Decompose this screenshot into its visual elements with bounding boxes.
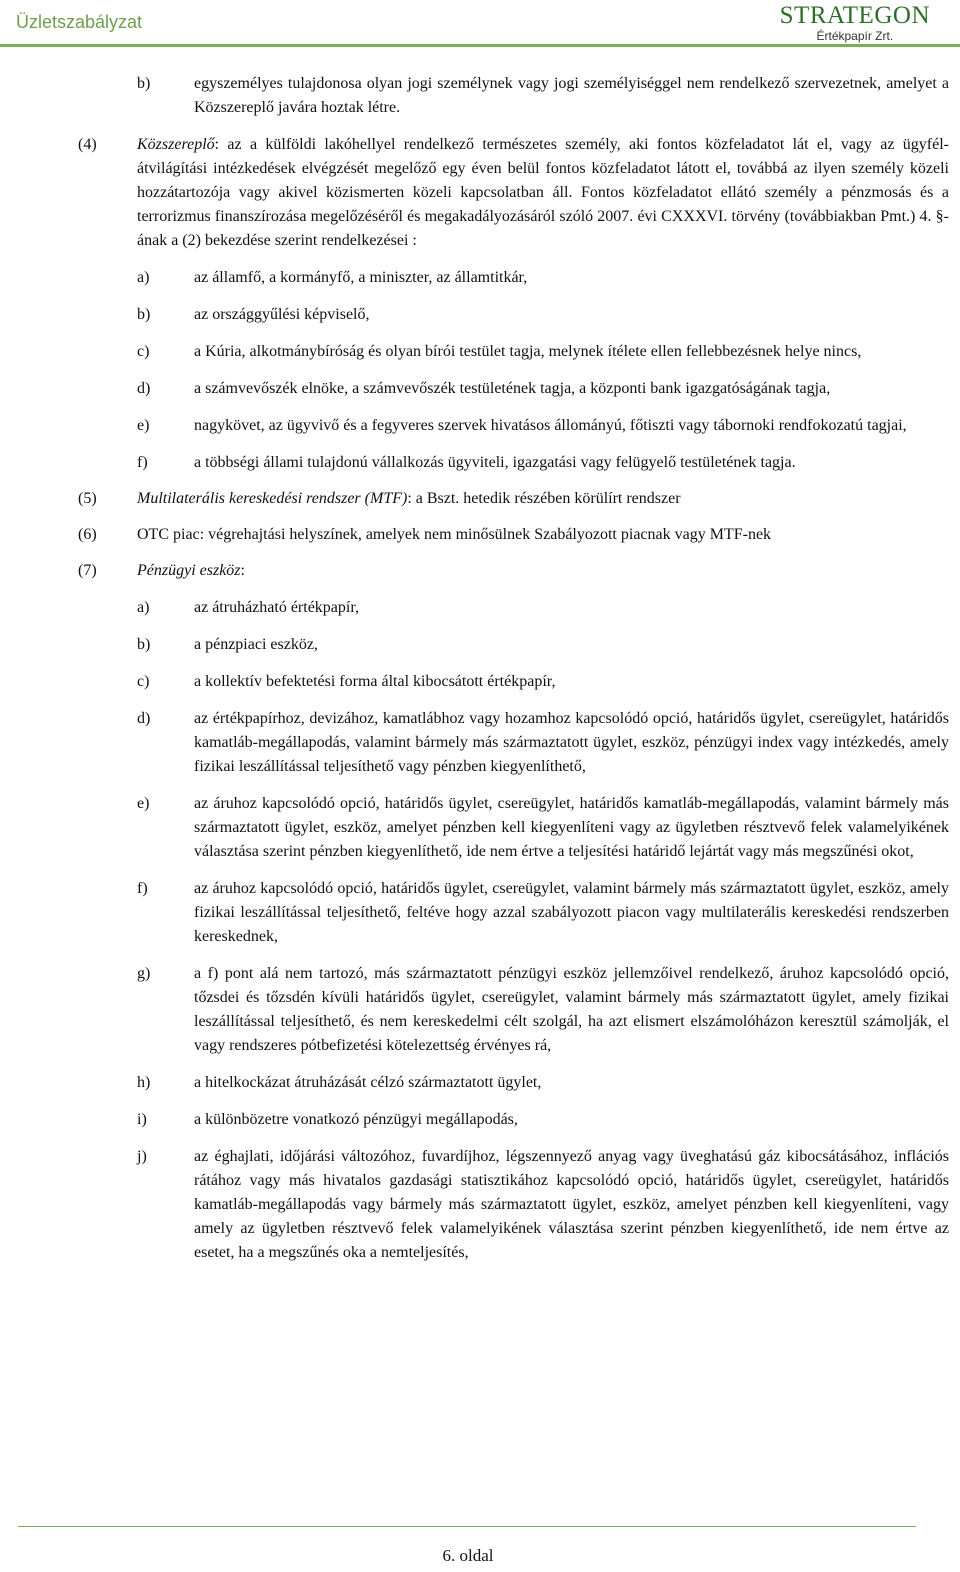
- header-divider: [0, 44, 960, 47]
- list-item: [0, 962, 960, 1058]
- item-letter: f): [137, 454, 148, 471]
- section-number: (6): [78, 526, 97, 543]
- section-text: [137, 133, 949, 253]
- page-number: 6. oldal: [442, 1546, 494, 1565]
- item-letter: a): [137, 599, 150, 616]
- section-5: [0, 487, 960, 511]
- item-text: a számvevőszék elnöke, a számvevőszék testületének tagja, a központi bank igazgatóságának tagja,: [194, 380, 831, 397]
- item-letter: g): [137, 965, 151, 982]
- list-item: [0, 303, 960, 327]
- item-letter: j): [137, 1148, 147, 1165]
- list-item: [0, 1108, 960, 1132]
- item-letter: d): [137, 710, 151, 727]
- list-item: [0, 451, 960, 475]
- item-letter: i): [137, 1111, 147, 1128]
- list-item: [0, 707, 960, 779]
- section-text: [137, 559, 949, 583]
- page-header: [0, 0, 960, 44]
- definition-text: : az a külföldi lakóhellyel rendelkező természetes személy, aki fontos közfeladatot lát el, vagy az ügyfél-átvilágítási intézkedések elvégzését megelőző egy éven belül fontos közfeladatot látott el, továbbá az ilyen személy közeli hozzátartozója vagy akivel közismerten közeli kapcsolatban áll. Fontos közfeladatot ellátó személy a pénzmosás és a terrorizmus finanszírozása megelőzéséről és megakadályozásáról szóló 2007. évi CXXXVI. törvény (továbbiakban Pmt.) 4. §-ának a (2) bekezdése szerint rendelkezései :: [137, 136, 949, 249]
- list-item: [0, 670, 960, 694]
- item-letter: e): [137, 795, 150, 812]
- list-item: [0, 377, 960, 401]
- item-letter: b): [137, 75, 151, 92]
- section-text: [137, 487, 949, 511]
- item-letter: c): [137, 673, 150, 690]
- item-text: a f) pont alá nem tartozó, más származtatott pénzügyi eszköz jellemzőivel rendelkező, áruhoz kapcsolódó opció, tőzsdei és tőzsdén kívüli határidős ügylet, csereügylet, valamint bármely más származtatott ügylet, amely fizikai leszállítással teljesíthető, és nem kereskedelmi célt szolgál, ha azt elismert elszámolóházon keresztül számolják, el vagy rendszeres pótbefizetési kötelezettség érvényes rá,: [194, 965, 949, 1054]
- list-item: [0, 266, 960, 290]
- section-number: (5): [78, 490, 97, 507]
- section-6: [0, 523, 960, 547]
- list-item: [0, 72, 960, 120]
- item-letter: f): [137, 880, 148, 897]
- list-item: [0, 596, 960, 620]
- item-letter: b): [137, 636, 151, 653]
- section-7: [0, 559, 960, 583]
- logo-name: STRATEGON: [779, 2, 930, 29]
- item-text: az értékpapírhoz, devizához, kamatlábhoz vagy hozamhoz kapcsolódó opció, határidős ügylet, csereügylet, határidős kamatláb-megállapodás, valamint bármely más származtatott ügylet, eszköz, pénzügyi index vagy intézkedés, amely fizikai leszállítással teljesíthető vagy pénzben kiegyenlíthető,: [194, 710, 949, 775]
- item-text: a hitelkockázat átruházását célzó származtatott ügylet,: [194, 1074, 542, 1091]
- item-text: a kollektív befektetési forma által kibocsátott értékpapír,: [194, 673, 556, 690]
- list-item: [0, 1071, 960, 1095]
- item-text: a pénzpiaci eszköz,: [194, 636, 318, 653]
- item-text: a Kúria, alkotmánybíróság és olyan bírói testület tagja, melynek ítélete ellen fellebbezésnek helye nincs,: [194, 343, 862, 360]
- footer-divider: [18, 1526, 916, 1527]
- document-body: [0, 60, 960, 1265]
- item-letter: b): [137, 306, 151, 323]
- item-text: az átruházható értékpapír,: [194, 599, 360, 616]
- section-4: [0, 133, 960, 253]
- item-text: az éghajlati, időjárási változóhoz, fuvardíjhoz, légszennyező anyag vagy üveghatású gáz kibocsátásához, inflációs rátához vagy más hivatalos gazdasági statisztikához kapcsolódó opció, határidős ügylet, csereügylet, határidős kamatláb-megállapodás vagy bármely más származtatott ügylet, eszköz, amelyet pénzben kell kiegyenlíteni, vagy amely az ügyletben résztvevő felek valamelyikének választása szerint pénzben kiegyenlíthető, ide nem értve az esetet, ha a megszűnés oka a nemteljesítés,: [194, 1148, 949, 1261]
- item-text: az áruhoz kapcsolódó opció, határidős ügylet, csereügylet, valamint bármely más származtatott ügylet, eszköz, amely fizikai leszállítással teljesíthető, feltéve hogy azzal szabályozott piacon vagy multilaterális kereskedési rendszerben kereskednek,: [194, 880, 949, 945]
- item-letter: d): [137, 380, 151, 397]
- defined-term: OTC piac: [137, 526, 200, 543]
- defined-term: Pénzügyi eszköz: [137, 562, 241, 579]
- list-item: [0, 414, 960, 438]
- item-letter: h): [137, 1074, 151, 1091]
- item-text: egyszemélyes tulajdonosa olyan jogi személynek vagy jogi személyiséggel nem rendelkező szervezetnek, amelyet a Közszereplő javára hoztak létre.: [194, 75, 949, 116]
- item-letter: e): [137, 417, 150, 434]
- section-text: [137, 523, 949, 547]
- document-title: Üzletszabályzat: [16, 12, 143, 32]
- definition-text: : végrehajtási helyszínek, amelyek nem minősülnek Szabályozott piacnak vagy MTF-nek: [199, 526, 772, 543]
- company-logo: [780, 2, 930, 42]
- definition-text: : a Bszt. hetedik részében körülírt rendszer: [407, 490, 681, 507]
- list-item: [0, 1145, 960, 1265]
- item-letter: c): [137, 343, 150, 360]
- list-item: [0, 633, 960, 657]
- defined-term: Multilaterális kereskedési rendszer (MTF): [137, 490, 408, 507]
- list-item: [0, 792, 960, 864]
- item-text: a többségi állami tulajdonú vállalkozás ügyviteli, igazgatási vagy felügyelő testületének tagja.: [194, 454, 796, 471]
- item-text: az államfő, a kormányfő, a miniszter, az államtitkár,: [194, 269, 528, 286]
- item-text: a különbözetre vonatkozó pénzügyi megállapodás,: [194, 1111, 518, 1128]
- list-item: [0, 340, 960, 364]
- item-text: az országgyűlési képviselő,: [194, 306, 370, 323]
- item-text: nagykövet, az ügyvivő és a fegyveres szervek hivatásos állományú, főtiszti vagy tábornoki rendfokozatú tagjai,: [194, 417, 907, 434]
- item-letter: a): [137, 269, 150, 286]
- logo-subtitle: Értékpapír Zrt.: [816, 29, 894, 43]
- section-number: (4): [78, 136, 97, 153]
- section-number: (7): [78, 562, 97, 579]
- definition-text: :: [240, 562, 245, 579]
- list-item: [0, 877, 960, 949]
- defined-term: Közszereplő: [137, 136, 215, 153]
- item-text: az áruhoz kapcsolódó opció, határidős ügylet, csereügylet, határidős kamatláb-megállapodás, valamint bármely más származtatott ügylet, eszköz, amelyet pénzben kell kiegyenlíteni vagy az ügyletben résztvevő felek valamelyikének választása szerint pénzben kiegyenlíthető, ide nem értve a teljesítési határidő lejártát vagy más megszűnési okot,: [194, 795, 949, 860]
